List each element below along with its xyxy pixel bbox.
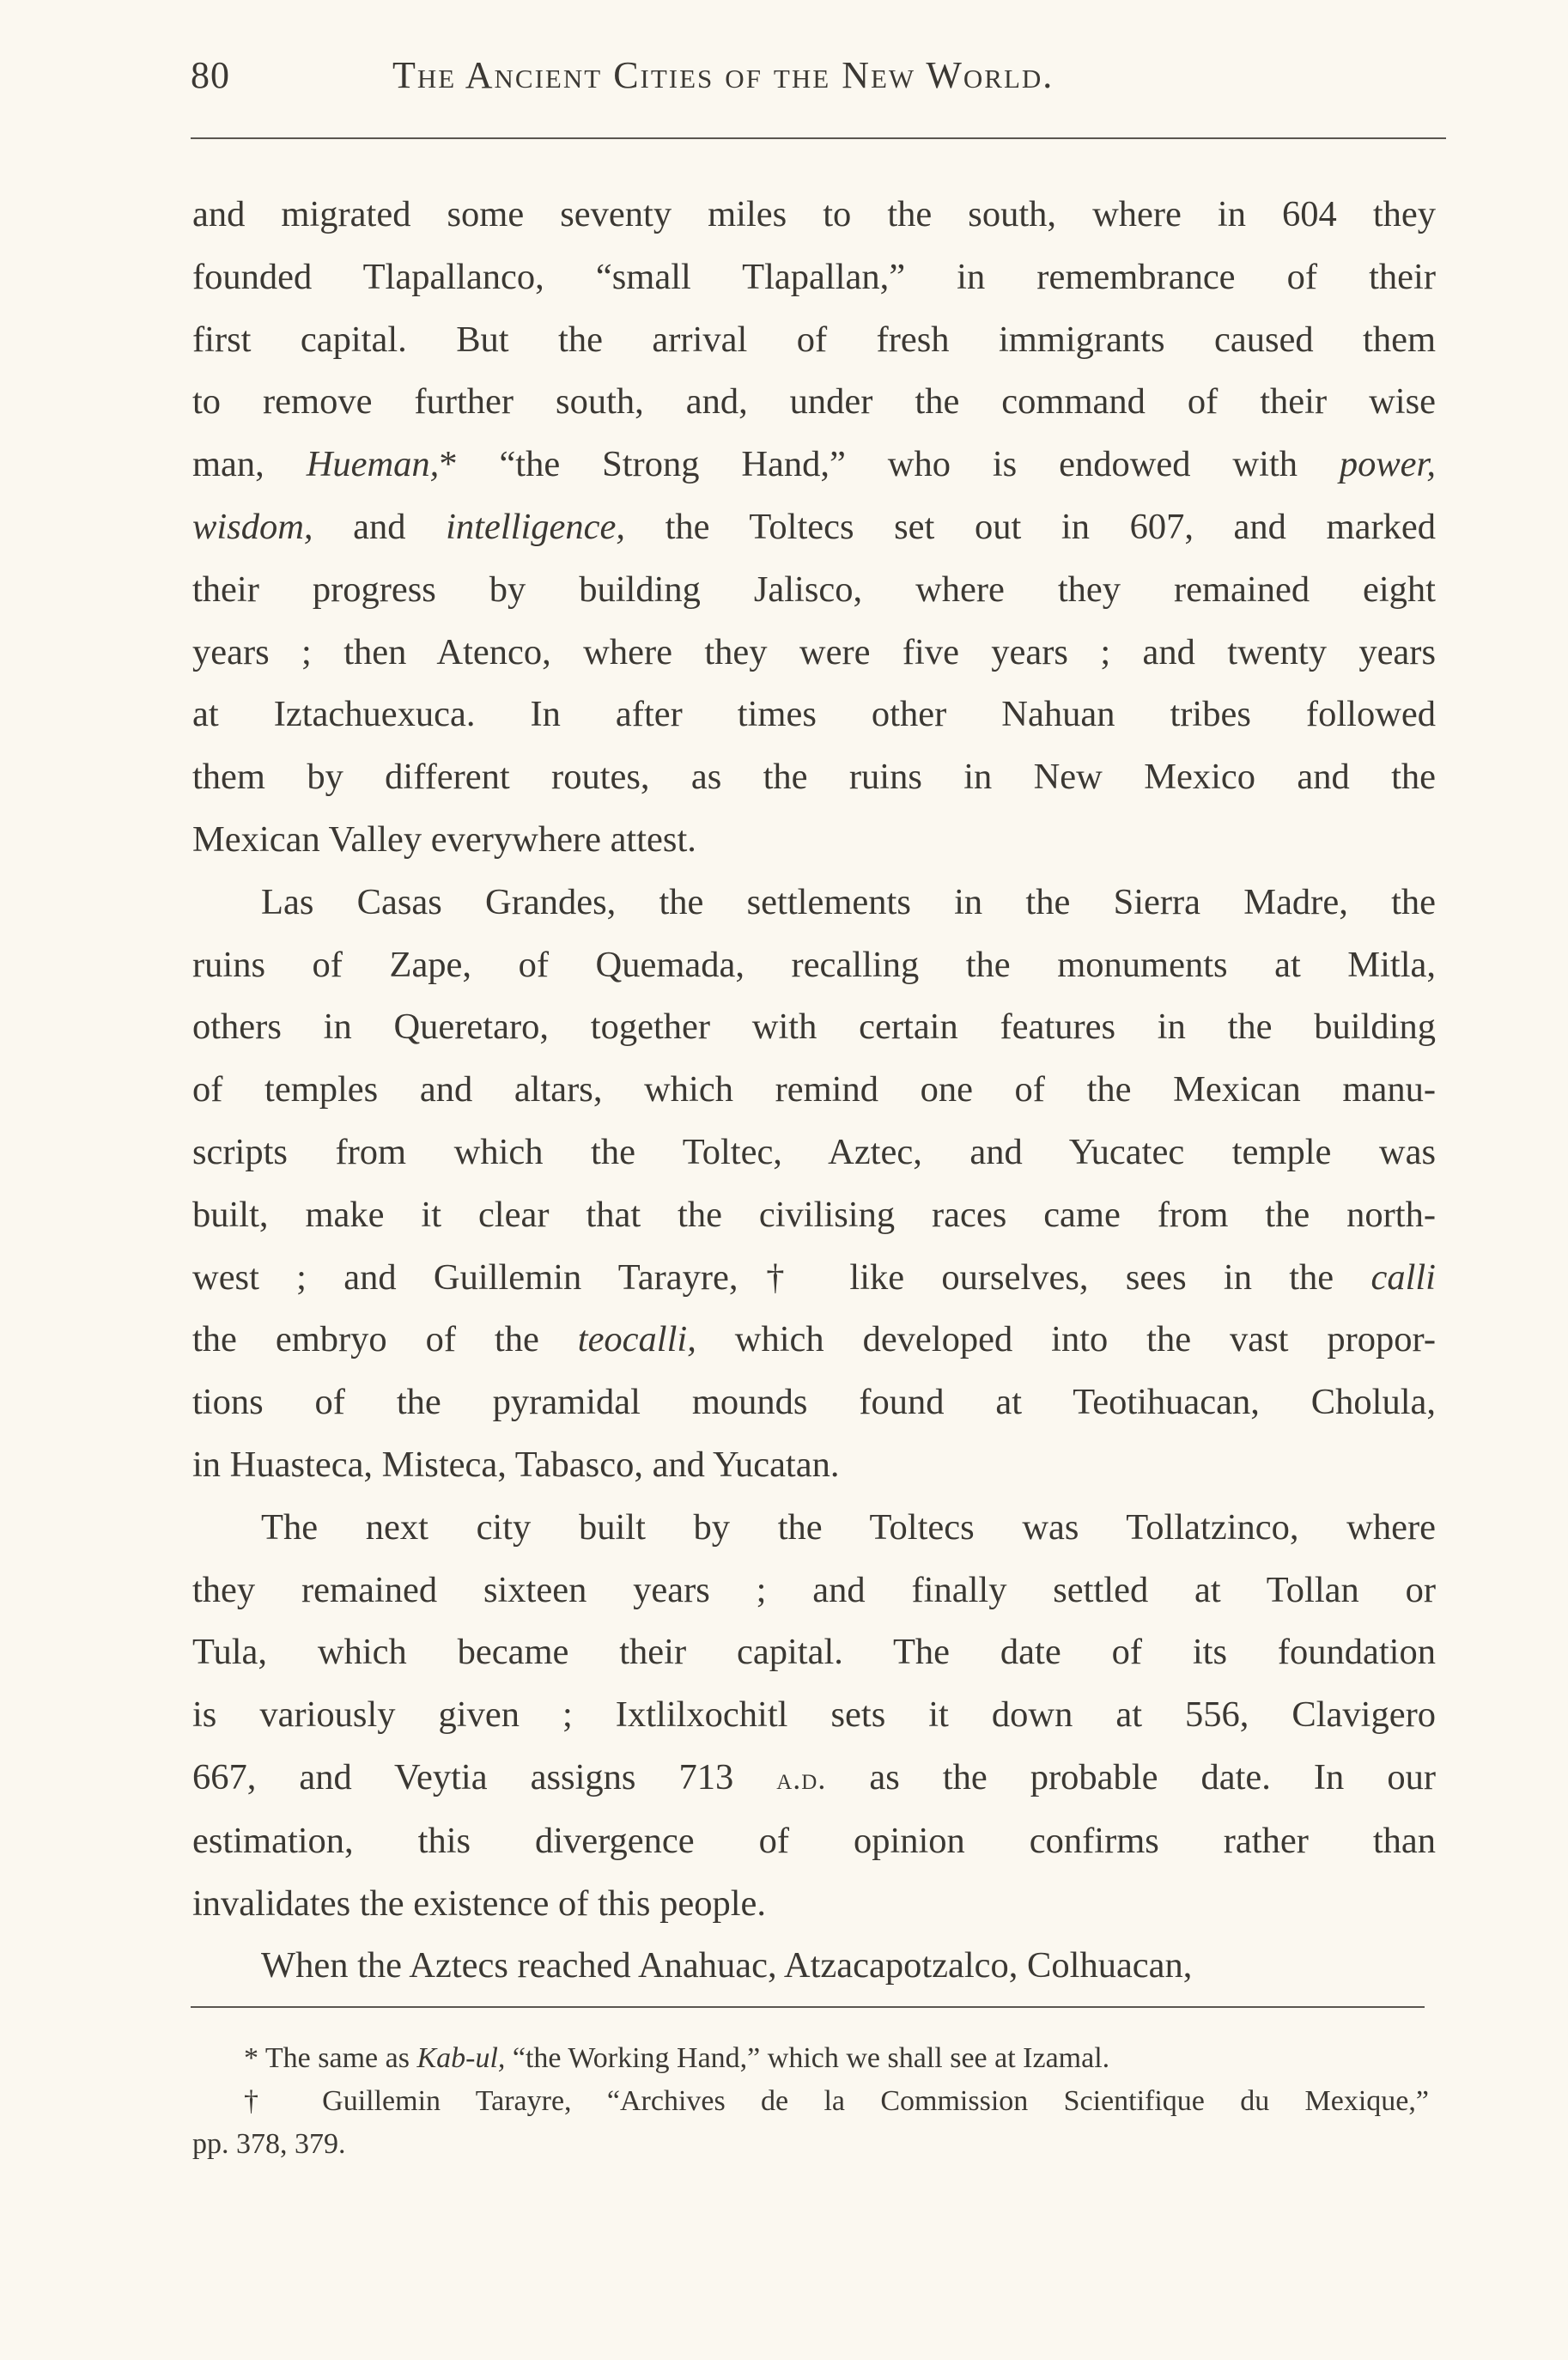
text-line: 667, and Veytia assigns 713 a.d. as the probable date. In our [192, 1756, 1436, 1797]
text-line: Mexican Valley everywhere attest. [192, 818, 696, 860]
italic-term: wisdom, [192, 506, 313, 547]
paragraph [192, 1497, 1436, 1936]
text-line: in Huasteca, Misteca, Tabasco, and Yucatan. [192, 1444, 840, 1485]
header-rule [191, 137, 1446, 139]
text-line: built, make it clear that the civilising races came from the north- [192, 1194, 1436, 1235]
footnote-rule [191, 2006, 1425, 2008]
text-line: founded Tlapallanco, “small Tlapallan,” in remembrance of their [192, 256, 1436, 297]
paragraph [192, 1935, 1436, 1998]
text-line: they remained sixteen years ; and finally settled at Tollan or [192, 1569, 1436, 1610]
text-line: scripts from which the Toltec, Aztec, and Yucatec temple was [192, 1131, 1436, 1172]
text-line: to remove further south, and, under the command of their wise [192, 381, 1436, 423]
text-line: ruins of Zape, of Quemada, recalling the monuments at Mitla, [192, 944, 1436, 985]
text-line: them by different routes, as the ruins in New Mexico and the [192, 757, 1436, 798]
text-line: years ; then Atenco, where they were five years ; and twenty years [192, 631, 1436, 672]
page-number: 80 [191, 54, 230, 96]
italic-term: calli [1370, 1256, 1436, 1298]
text-line: is variously given ; Ixtlilxochitl sets it down at 556, Clavigero [192, 1694, 1436, 1736]
text-line: wisdom, and intelligence, the Toltecs set out in 607, and marked [192, 506, 1436, 547]
running-title: The Ancient Cities of the New World. [392, 54, 1054, 96]
text-line: of temples and altars, which remind one of the Mexican manu- [192, 1069, 1436, 1110]
text-line: estimation, this divergence of opinion confirms rather than [192, 1820, 1436, 1861]
text-line: The next city built by the Toltecs was Tollatzinco, where [261, 1506, 1436, 1548]
small-caps-text: a.d. [776, 1761, 827, 1796]
italic-term: Kab-ul, [416, 2042, 506, 2074]
text-line: Tula, which became their capital. The date of its foundation [192, 1632, 1436, 1673]
text-line: their progress by building Jalisco, where they remained eight [192, 569, 1436, 610]
paragraph [192, 184, 1436, 872]
text-line: the embryo of the teocalli, which developed into the vast propor- [192, 1319, 1436, 1360]
italic-term: intelligence, [446, 506, 625, 547]
text-line: and migrated some seventy miles to the south, where in 604 they [192, 194, 1436, 234]
text-line: at Iztachuexuca. In after times other Nahuan tribes followed [192, 694, 1436, 735]
text-line: man, Hueman,* “the Strong Hand,” who is endowed with power, [192, 444, 1436, 485]
footnotes [192, 2037, 1429, 2166]
text-line: first capital. But the arrival of fresh immigrants caused them [192, 319, 1436, 360]
text-line: Las Casas Grandes, the settlements in the Sierra Madre, the [261, 881, 1436, 922]
text-line: others in Queretaro, together with certain features in the building [192, 1007, 1436, 1048]
italic-term: power, [1339, 444, 1436, 485]
text-line: west ; and Guillemin Tarayre,† like ourselves, sees in the calli [192, 1256, 1436, 1298]
text-line: invalidates the existence of this people. [192, 1883, 766, 1924]
italic-term: Hueman, [306, 444, 440, 485]
paragraph [192, 872, 1436, 1497]
footnote-line: * The same as Kab-ul, “the Working Hand,” which we shall see at Izamal. [244, 2042, 1110, 2074]
text-line: tions of the pyramidal mounds found at Teotihuacan, Cholula, [192, 1382, 1436, 1423]
body-text [192, 184, 1436, 1998]
footnote-line: † Guillemin Tarayre, “Archives de la Commission Scientifique du Mexique,” [244, 2085, 1429, 2117]
footnote-line: pp. 378, 379. [192, 2128, 346, 2160]
text-line: When the Aztecs reached Anahuac, Atzacapotzalco, Colhuacan, [261, 1945, 1193, 1986]
italic-term: teocalli, [577, 1319, 696, 1360]
